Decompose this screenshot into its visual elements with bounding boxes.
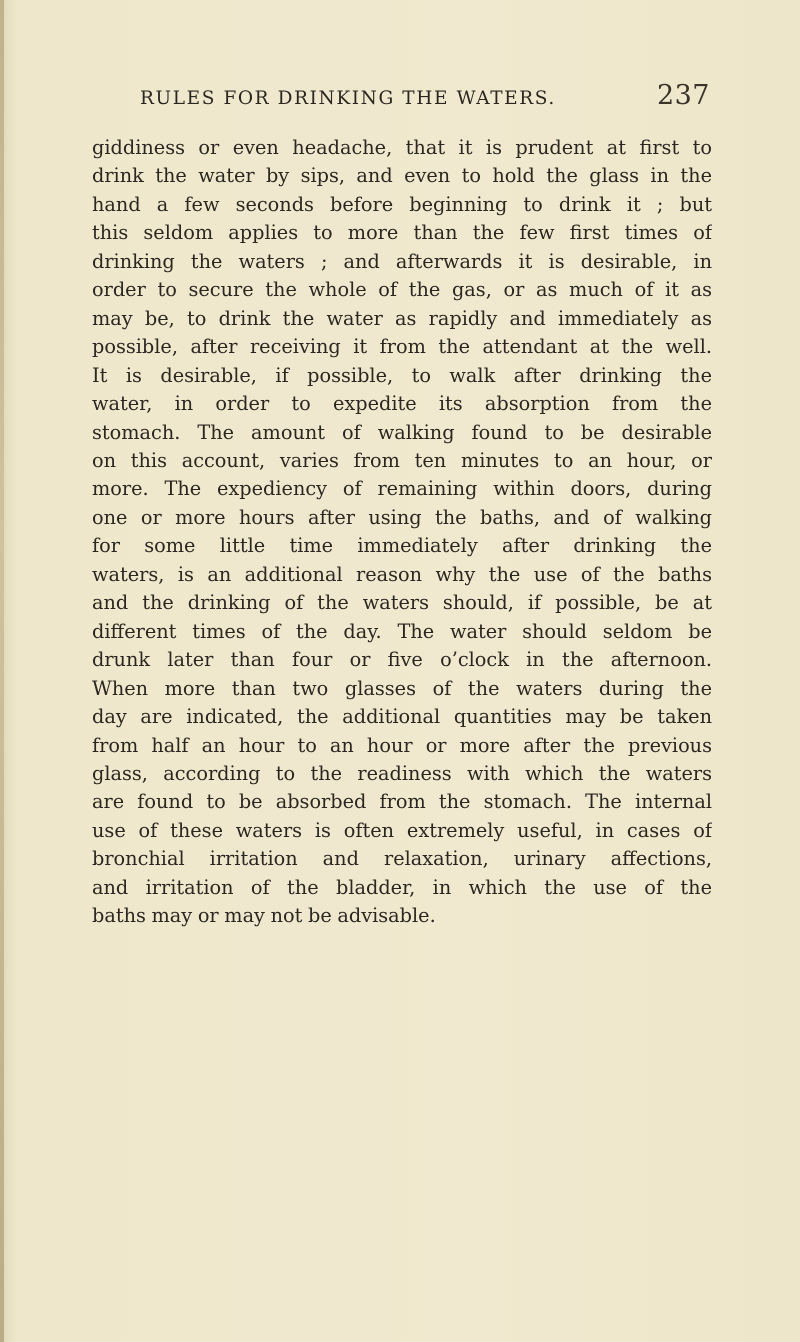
text-line: for some little time immediately after drinking the xyxy=(92,534,712,558)
text-line: hand a few seconds before beginning to drink it ; but xyxy=(92,192,712,216)
text-line: and irritation of the bladder, in which the use of the xyxy=(92,875,712,899)
text-line: different times of the day. The water should seldom be xyxy=(92,619,712,643)
text-line: When more than two glasses of the waters during the xyxy=(92,676,712,700)
text-line: on this account, varies from ten minutes to an hour, or xyxy=(92,448,712,472)
text-line: may be, to drink the water as rapidly and immediately as xyxy=(92,306,712,330)
text-line: giddiness or even headache, that it is prudent at first to xyxy=(92,136,712,159)
page-number: 237 xyxy=(656,80,710,111)
page-binding-edge xyxy=(0,0,4,1342)
text-line: It is desirable, if possible, to walk after drinking the xyxy=(92,363,712,387)
text-line: baths may or may not be advisable. xyxy=(92,904,436,928)
text-line: water, in order to expedite its absorption from the xyxy=(92,392,712,416)
text-line: and the drinking of the waters should, if possible, be at xyxy=(92,591,712,615)
page-header xyxy=(140,80,710,116)
text-line: day are indicated, the additional quantities may be taken xyxy=(92,705,712,729)
text-line: more. The expediency of remaining within doors, during xyxy=(92,477,712,501)
text-line: possible, after receiving it from the attendant at the well. xyxy=(92,335,712,359)
text-line: bronchial irritation and relaxation, urinary affections, xyxy=(92,847,712,871)
text-line: stomach. The amount of walking found to be desirable xyxy=(92,420,712,444)
text-line: order to secure the whole of the gas, or as much of it as xyxy=(92,278,712,302)
text-line: drink the water by sips, and even to hold the glass in the xyxy=(92,164,712,188)
text-line: drunk later than four or five o’clock in the afternoon. xyxy=(92,648,712,672)
text-line: use of these waters is often extremely useful, in cases of xyxy=(92,818,712,842)
text-line: one or more hours after using the baths, and of walking xyxy=(92,505,712,529)
text-line: from half an hour to an hour or more after the previous xyxy=(92,733,712,757)
body-paragraph xyxy=(92,134,712,931)
text-line: drinking the waters ; and afterwards it is desirable, in xyxy=(92,249,712,273)
text-line: this seldom applies to more than the few first times of xyxy=(92,221,712,245)
text-line: glass, according to the readiness with which the waters xyxy=(92,761,712,785)
text-line: are found to be absorbed from the stomach. The internal xyxy=(92,790,712,814)
text-line: waters, is an additional reason why the use of the baths xyxy=(92,562,712,586)
running-title: RULES FOR DRINKING THE WATERS. xyxy=(140,88,556,109)
